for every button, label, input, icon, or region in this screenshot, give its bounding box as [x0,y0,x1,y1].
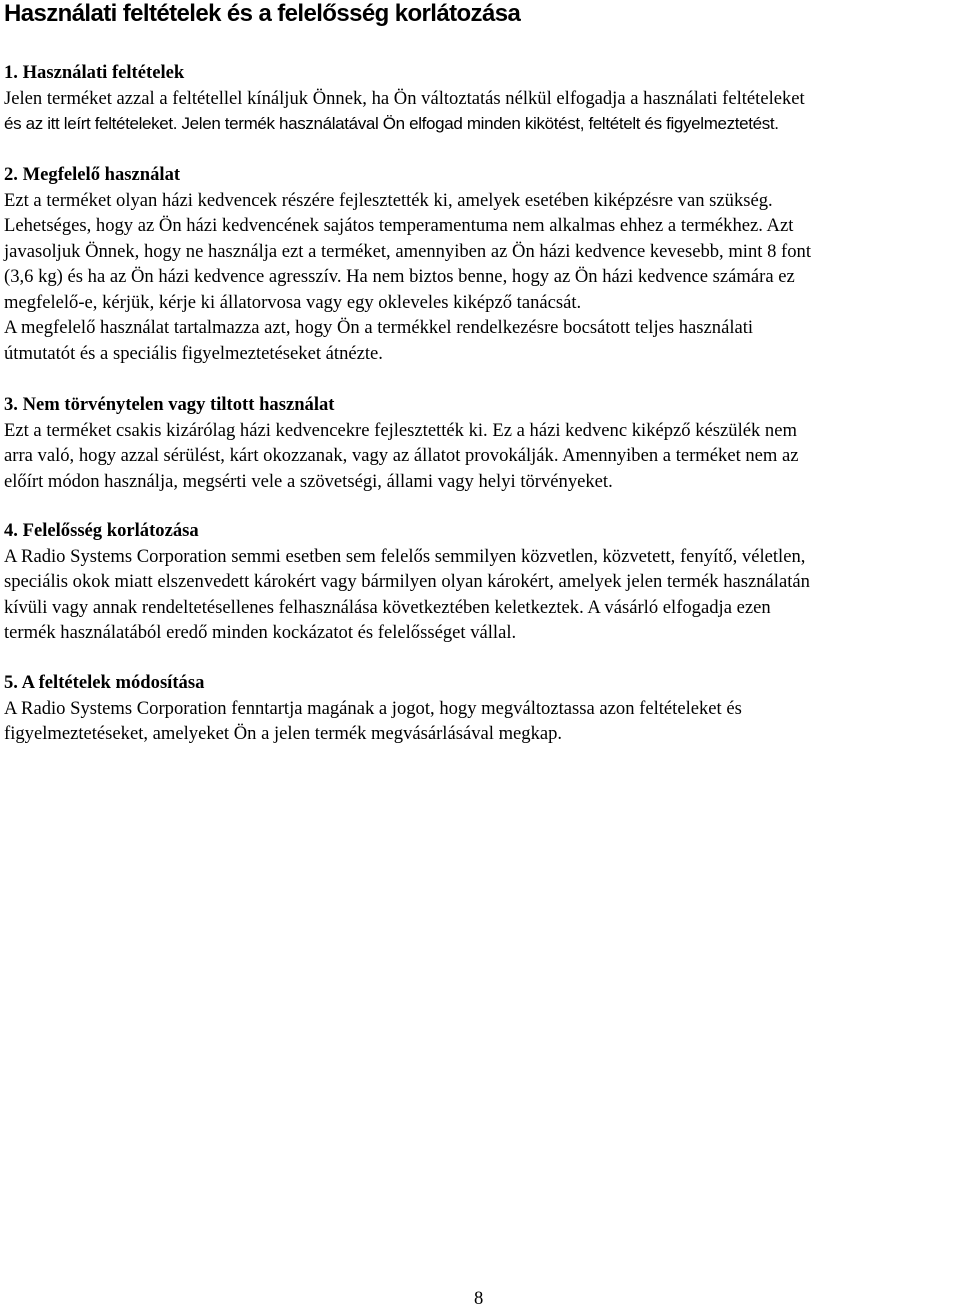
paragraph-line: előírt módon használja, megsérti vele a szövetségi, állami vagy helyi törvényeket. [4,470,613,492]
section-heading: 1. Használati feltételek [4,62,185,83]
section-heading: 5. A feltételek módosítása [4,672,205,693]
section-no-unlawful-use [4,392,956,494]
paragraph-line: A Radio Systems Corporation fenntartja magának a jogot, hogy megváltoztassa azon feltételeket és [4,697,742,719]
paragraph-line: (3,6 kg) és ha az Ön házi kedvence agresszív. Ha nem biztos benne, hogy az Ön házi kedvence számára ez [4,266,795,287]
section-terms-of-use [4,60,956,137]
paragraph-line: arra való, hogy azzal sérülést, kárt okozzanak, vagy az állatot provokálják. Amennyiben a terméket nem az [4,445,799,466]
page-number: 8 [474,1288,484,1309]
section-proper-use [4,162,956,366]
paragraph-line: figyelmeztetéseket, amelyeket Ön a jelen termék megvásárlásával megkap. [4,723,563,744]
section-modification-of-terms [4,670,956,747]
paragraph-line: speciális okok miatt elszenvedett károkért vagy bármilyen olyan károkért, amelyek jelen termék használatán [4,571,810,592]
paragraph-line: termék használatából eredő minden kockázatot és felelősséget vállal. [4,622,517,643]
section-limitation-of-liability [4,518,956,646]
paragraph-line: A Radio Systems Corporation semmi esetben sem felelős semmilyen közvetlen, közvetett, fenyítő, véletlen, [4,545,806,567]
paragraph-line: megfelelő-e, kérjük, kérje ki állatorvosa vagy egy okleveles kiképző tanácsát. [4,291,582,313]
paragraph-line: Ezt a terméket olyan házi kedvencek részére fejlesztették ki, amelyek esetében kiképzésre van szükség. [4,189,773,211]
document-page [4,0,956,1308]
paragraph-line: és az itt leírt feltételeket. Jelen termék használatával Ön elfogad minden kikötést, feltételt és figyelmeztetést. [4,114,779,133]
paragraph-line: kívüli vagy annak rendeltetésellenes felhasználása következtében keletkeztek. A vásárló elfogadja ezen [4,596,771,618]
section-heading: 4. Felelősség korlátozása [4,520,199,541]
paragraph-line: Jelen terméket azzal a feltétellel kínáljuk Önnek, ha Ön változtatás nélkül elfogadja a használati feltételeket [4,87,805,109]
paragraph-line: javasoljuk Önnek, hogy ne használja ezt a terméket, amennyiben az Ön házi kedvence kevesebb, mint 8 font [4,240,811,262]
section-heading: 3. Nem törvénytelen vagy tiltott használat [4,394,335,415]
document-title: Használati feltételek és a felelősség korlátozása [4,0,521,27]
paragraph-line: A megfelelő használat tartalmazza azt, hogy Ön a termékkel rendelkezésre bocsátott teljes használati [4,317,754,338]
paragraph-line: Ezt a terméket csakis kizárólag házi kedvencekre fejlesztették ki. Ez a házi kedvenc kiképző készülék nem [4,419,797,441]
paragraph-line: Lehetséges, hogy az Ön házi kedvencének sajátos temperamentuma nem alkalmas ehhez a termékhez. Azt [4,215,794,236]
paragraph-line: útmutatót és a speciális figyelmeztetéseket átnézte. [4,342,383,364]
section-heading: 2. Megfelelő használat [4,164,181,185]
